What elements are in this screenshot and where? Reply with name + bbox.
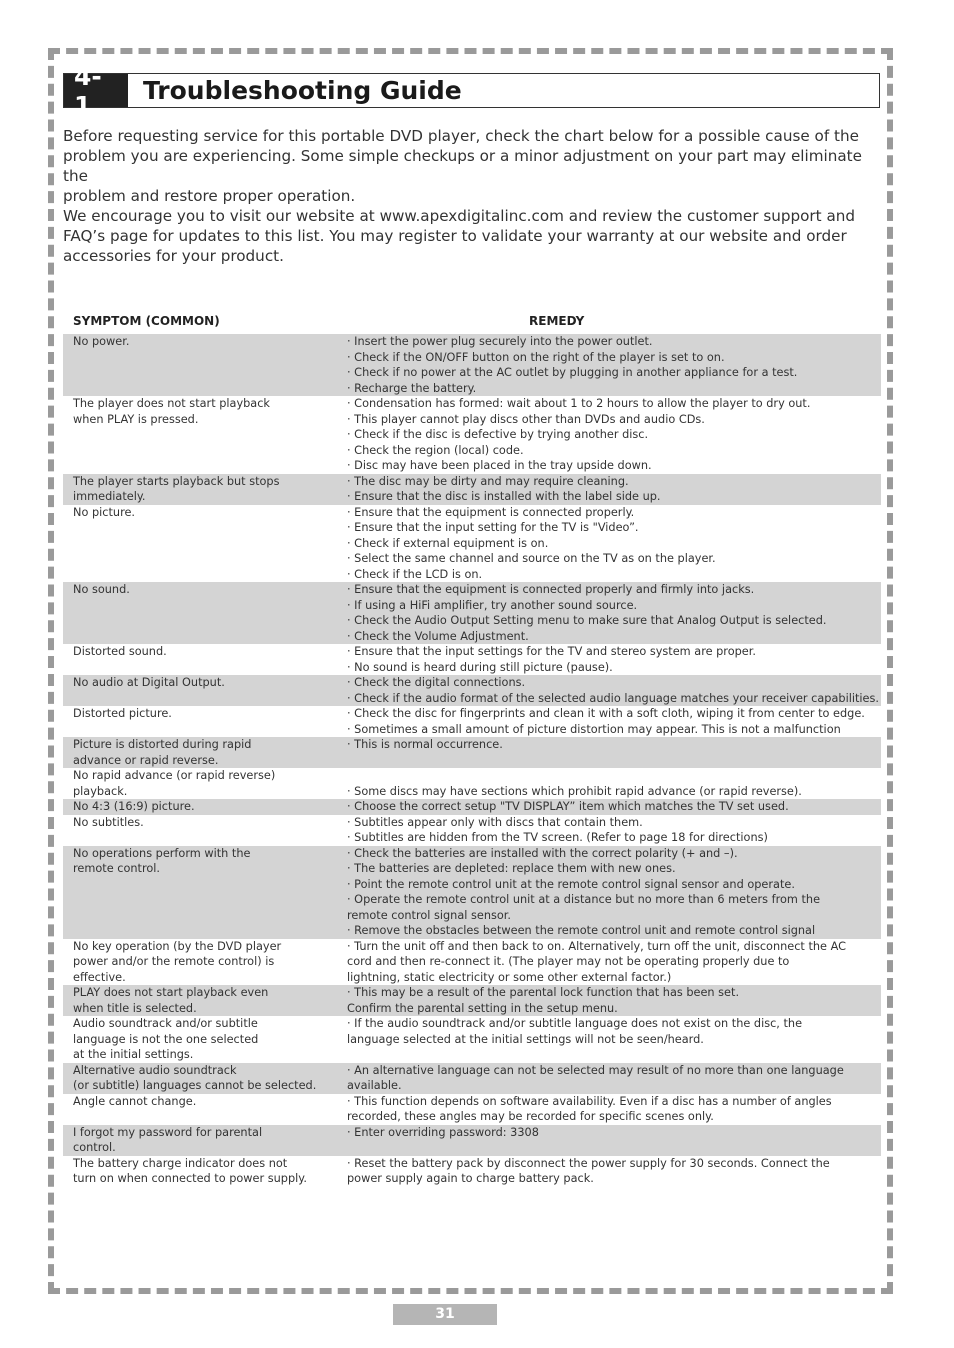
table-row (63, 582, 881, 644)
table-row (63, 846, 881, 939)
remedy-line: · Check the disc for fingerprints and clean it with a soft cloth, wiping it from center to edge. (347, 707, 865, 720)
section-number: 4-1 (64, 74, 128, 107)
remedy-line: cord and then re-connect it. (The player may not be operating properly due to (347, 955, 790, 968)
intro-line: FAQ’s page for updates to this list. You may register to validate your warranty at our website and order (63, 227, 847, 245)
symptom-line: when PLAY is pressed. (73, 412, 199, 426)
remedy-line: · Check if the audio format of the selected audio language matches your receiver capabilities. (347, 691, 879, 705)
remedy-line: · Reset the battery pack by disconnect the power supply for 30 seconds. Connect the (347, 1156, 830, 1170)
table-row (63, 474, 881, 505)
symptom-line: control. (73, 1141, 116, 1154)
remedy-line: · Recharge the battery. (347, 381, 477, 395)
table-row (63, 706, 881, 737)
remedy-line: · Remove the obstacles between the remote control unit and remote control signal (347, 924, 816, 937)
remedy-line: Confirm the parental setting in the setup menu. (347, 1001, 618, 1015)
remedy-line (347, 768, 879, 784)
remedy-cell (347, 675, 879, 706)
remedy-line: language selected at the initial settings will not be seen/heard. (347, 1032, 704, 1046)
troubleshooting-table (63, 334, 881, 1187)
intro-line: problem and restore proper operation. (63, 187, 356, 205)
symptom-line: No key operation (by the DVD player (73, 939, 282, 953)
intro-line: accessories for your product. (63, 247, 284, 265)
section-heading (63, 61, 880, 120)
symptom-line: No 4:3 (16:9) picture. (73, 800, 195, 813)
remedy-line: · Enter overriding password: 3308 (347, 1125, 539, 1139)
remedy-line: · An alternative language can not be selected may result of no more than one language (347, 1063, 844, 1077)
intro-line: We encourage you to visit our website at www.apexdigitalinc.com and review the customer support and (63, 207, 856, 225)
remedy-line: · Disc may have been placed in the tray upside down. (347, 459, 652, 472)
remedy-cell (347, 737, 879, 753)
symptom-cell (73, 396, 343, 427)
remedy-line: · Condensation has formed: wait about 1 to 2 hours to allow the player to dry out. (347, 397, 811, 410)
remedy-line: · Subtitles are hidden from the TV screen. (Refer to page 18 for directions) (347, 831, 768, 844)
remedy-line: lightning, static electricity or some other external factor.) (347, 970, 672, 984)
symptom-line: PLAY does not start playback even (73, 986, 269, 999)
symptom-line: language is not the one selected (73, 1032, 259, 1046)
table-row (63, 768, 881, 799)
remedy-line: · Ensure that the input setting for the TV is "Video”. (347, 521, 639, 534)
symptom-line: No picture. (73, 505, 136, 519)
remedy-cell (347, 474, 879, 505)
symptom-cell (73, 706, 343, 722)
symptom-cell (73, 1094, 343, 1110)
remedy-line: recorded, these angles may be recorded for specific scenes only. (347, 1110, 714, 1123)
intro-line: Before requesting service for this portable DVD player, check the chart below for a possible cause of the (63, 127, 859, 145)
symptom-cell (73, 846, 343, 877)
remedy-line: · Turn the unit off and then back to on. Alternatively, turn off the unit, disconnect the AC (347, 939, 846, 953)
symptom-line: Picture is distorted during rapid (73, 738, 252, 751)
remedy-cell (347, 815, 879, 846)
symptom-line: turn on when connected to power supply. (73, 1172, 307, 1185)
table-row (63, 1125, 881, 1156)
remedy-line: · Point the remote control unit at the remote control signal sensor and operate. (347, 877, 795, 891)
symptom-line: power and/or the remote control) is (73, 955, 275, 968)
remedy-cell (347, 334, 879, 396)
remedy-line: · Check if the ON/OFF button on the right of the player is set to on. (347, 350, 725, 364)
table-row (63, 815, 881, 846)
remedy-line: · If the audio soundtrack and/or subtitle language does not exist on the disc, the (347, 1017, 803, 1030)
symptom-line: (or subtitle) languages cannot be selected. (73, 1079, 317, 1092)
remedy-cell (347, 505, 879, 583)
remedy-line: available. (347, 1079, 402, 1092)
remedy-cell (347, 1016, 879, 1047)
symptom-line: No audio at Digital Output. (73, 676, 225, 689)
table-row (63, 939, 881, 986)
remedy-line: · This may be a result of the parental lock function that has been set. (347, 986, 740, 999)
symptom-cell (73, 1016, 343, 1063)
intro-line: problem you are experiencing. Some simple checkups or a minor adjustment on your part may eliminate the (63, 147, 862, 185)
remedy-line: · Check if the disc is defective by trying another disc. (347, 428, 649, 441)
symptom-line: Distorted sound. (73, 645, 167, 658)
symptom-cell (73, 334, 343, 350)
symptom-cell (73, 505, 343, 521)
symptom-line: I forgot my password for parental (73, 1125, 263, 1139)
table-row (63, 737, 881, 768)
table-row (63, 505, 881, 583)
symptom-cell (73, 799, 343, 815)
remedy-cell (347, 1156, 879, 1187)
remedy-column-header: REMEDY (529, 314, 585, 328)
remedy-line: · This player cannot play discs other than DVDs and audio CDs. (347, 412, 705, 426)
remedy-line: · Operate the remote control unit at a distance but no more than 6 meters from the (347, 893, 821, 906)
symptom-line: No sound. (73, 583, 130, 596)
symptom-line: The battery charge indicator does not (73, 1156, 288, 1170)
table-row (63, 675, 881, 706)
symptom-line: effective. (73, 970, 126, 984)
symptom-cell (73, 644, 343, 660)
remedy-line: · Choose the correct setup "TV DISPLAY” item which matches the TV set used. (347, 800, 789, 813)
remedy-line: · Some discs may have sections which prohibit rapid advance (or rapid reverse). (347, 784, 802, 798)
remedy-cell (347, 846, 879, 939)
symptom-line: advance or rapid reverse. (73, 753, 219, 767)
remedy-line: · The disc may be dirty and may require cleaning. (347, 474, 629, 488)
symptom-line: No operations perform with the (73, 846, 251, 860)
remedy-line: · Check the Audio Output Setting menu to make sure that Analog Output is selected. (347, 614, 827, 627)
symptom-line: No power. (73, 335, 130, 348)
symptom-cell (73, 474, 343, 505)
remedy-line: · Ensure that the equipment is connected properly and firmly into jacks. (347, 583, 755, 596)
remedy-line: power supply again to charge battery pack. (347, 1172, 594, 1185)
remedy-line: · Check the region (local) code. (347, 443, 524, 457)
remedy-line: · The batteries are depleted: replace them with new ones. (347, 862, 676, 875)
symptom-cell (73, 1125, 343, 1156)
remedy-line: · Check the digital connections. (347, 676, 526, 689)
table-row (63, 799, 881, 815)
remedy-cell (347, 396, 879, 474)
remedy-cell (347, 1125, 879, 1141)
remedy-line: · No sound is heard during still picture (pause). (347, 660, 613, 674)
remedy-line: · Ensure that the disc is installed with the label side up. (347, 490, 661, 503)
remedy-cell (347, 939, 879, 986)
symptom-line: The player does not start playback (73, 397, 270, 410)
symptom-column-header: SYMPTOM (COMMON) (73, 314, 220, 328)
remedy-cell (347, 706, 879, 737)
page-number: 31 (393, 1304, 497, 1325)
remedy-line: · If using a HiFi amplifier, try another sound source. (347, 598, 638, 612)
symptom-cell (73, 582, 343, 598)
symptom-line: when title is selected. (73, 1001, 197, 1015)
symptom-line: remote control. (73, 862, 160, 875)
symptom-cell (73, 939, 343, 986)
remedy-cell (347, 985, 879, 1016)
remedy-line: · Check the batteries are installed with the correct polarity (+ and –). (347, 846, 738, 860)
remedy-cell (347, 582, 879, 644)
symptom-line: No rapid advance (or rapid reverse) (73, 769, 276, 782)
symptom-line: immediately. (73, 490, 146, 503)
symptom-line: No subtitles. (73, 815, 144, 829)
remedy-line: · Subtitles appear only with discs that contain them. (347, 815, 643, 829)
symptom-line: Alternative audio soundtrack (73, 1063, 237, 1077)
symptom-line: The player starts playback but stops (73, 474, 280, 488)
table-row (63, 985, 881, 1016)
section-title: Troubleshooting Guide (143, 76, 462, 105)
table-row (63, 1094, 881, 1125)
symptom-line: at the initial settings. (73, 1048, 194, 1061)
table-row (63, 1016, 881, 1063)
table-row (63, 1156, 881, 1187)
remedy-cell (347, 1094, 879, 1125)
symptom-line: Angle cannot change. (73, 1094, 197, 1108)
remedy-line: · Ensure that the equipment is connected properly. (347, 505, 635, 519)
remedy-line: · Insert the power plug securely into the power outlet. (347, 335, 653, 348)
remedy-line: · Check if external equipment is on. (347, 536, 549, 550)
symptom-cell (73, 1063, 343, 1094)
remedy-cell (347, 1063, 879, 1094)
table-row (63, 396, 881, 474)
symptom-cell (73, 675, 343, 691)
symptom-cell (73, 815, 343, 831)
table-row (63, 334, 881, 396)
remedy-line: · Check the Volume Adjustment. (347, 629, 529, 643)
symptom-cell (73, 768, 343, 799)
remedy-line: · This is normal occurrence. (347, 738, 503, 751)
symptom-cell (73, 1156, 343, 1187)
remedy-line: · Check if the LCD is on. (347, 567, 483, 581)
remedy-line: · Sometimes a small amount of picture distortion may appear. This is not a malfunction (347, 722, 841, 736)
remedy-line: · This function depends on software availability. Even if a disc has a number of angles (347, 1094, 832, 1108)
table-row (63, 644, 881, 675)
remedy-line: remote control signal sensor. (347, 908, 511, 922)
remedy-line: · Check if no power at the AC outlet by plugging in another appliance for a test. (347, 366, 798, 379)
remedy-line: · Select the same channel and source on the TV as on the player. (347, 552, 716, 565)
symptom-line: playback. (73, 784, 128, 798)
symptom-line: Distorted picture. (73, 707, 172, 720)
remedy-cell (347, 799, 879, 815)
symptom-cell (73, 985, 343, 1016)
table-row (63, 1063, 881, 1094)
symptom-cell (73, 737, 343, 768)
remedy-line: · Ensure that the input settings for the TV and stereo system are proper. (347, 645, 756, 658)
symptom-line: Audio soundtrack and/or subtitle (73, 1017, 258, 1030)
intro-text (63, 126, 883, 266)
remedy-cell (347, 644, 879, 675)
remedy-cell (347, 768, 879, 799)
